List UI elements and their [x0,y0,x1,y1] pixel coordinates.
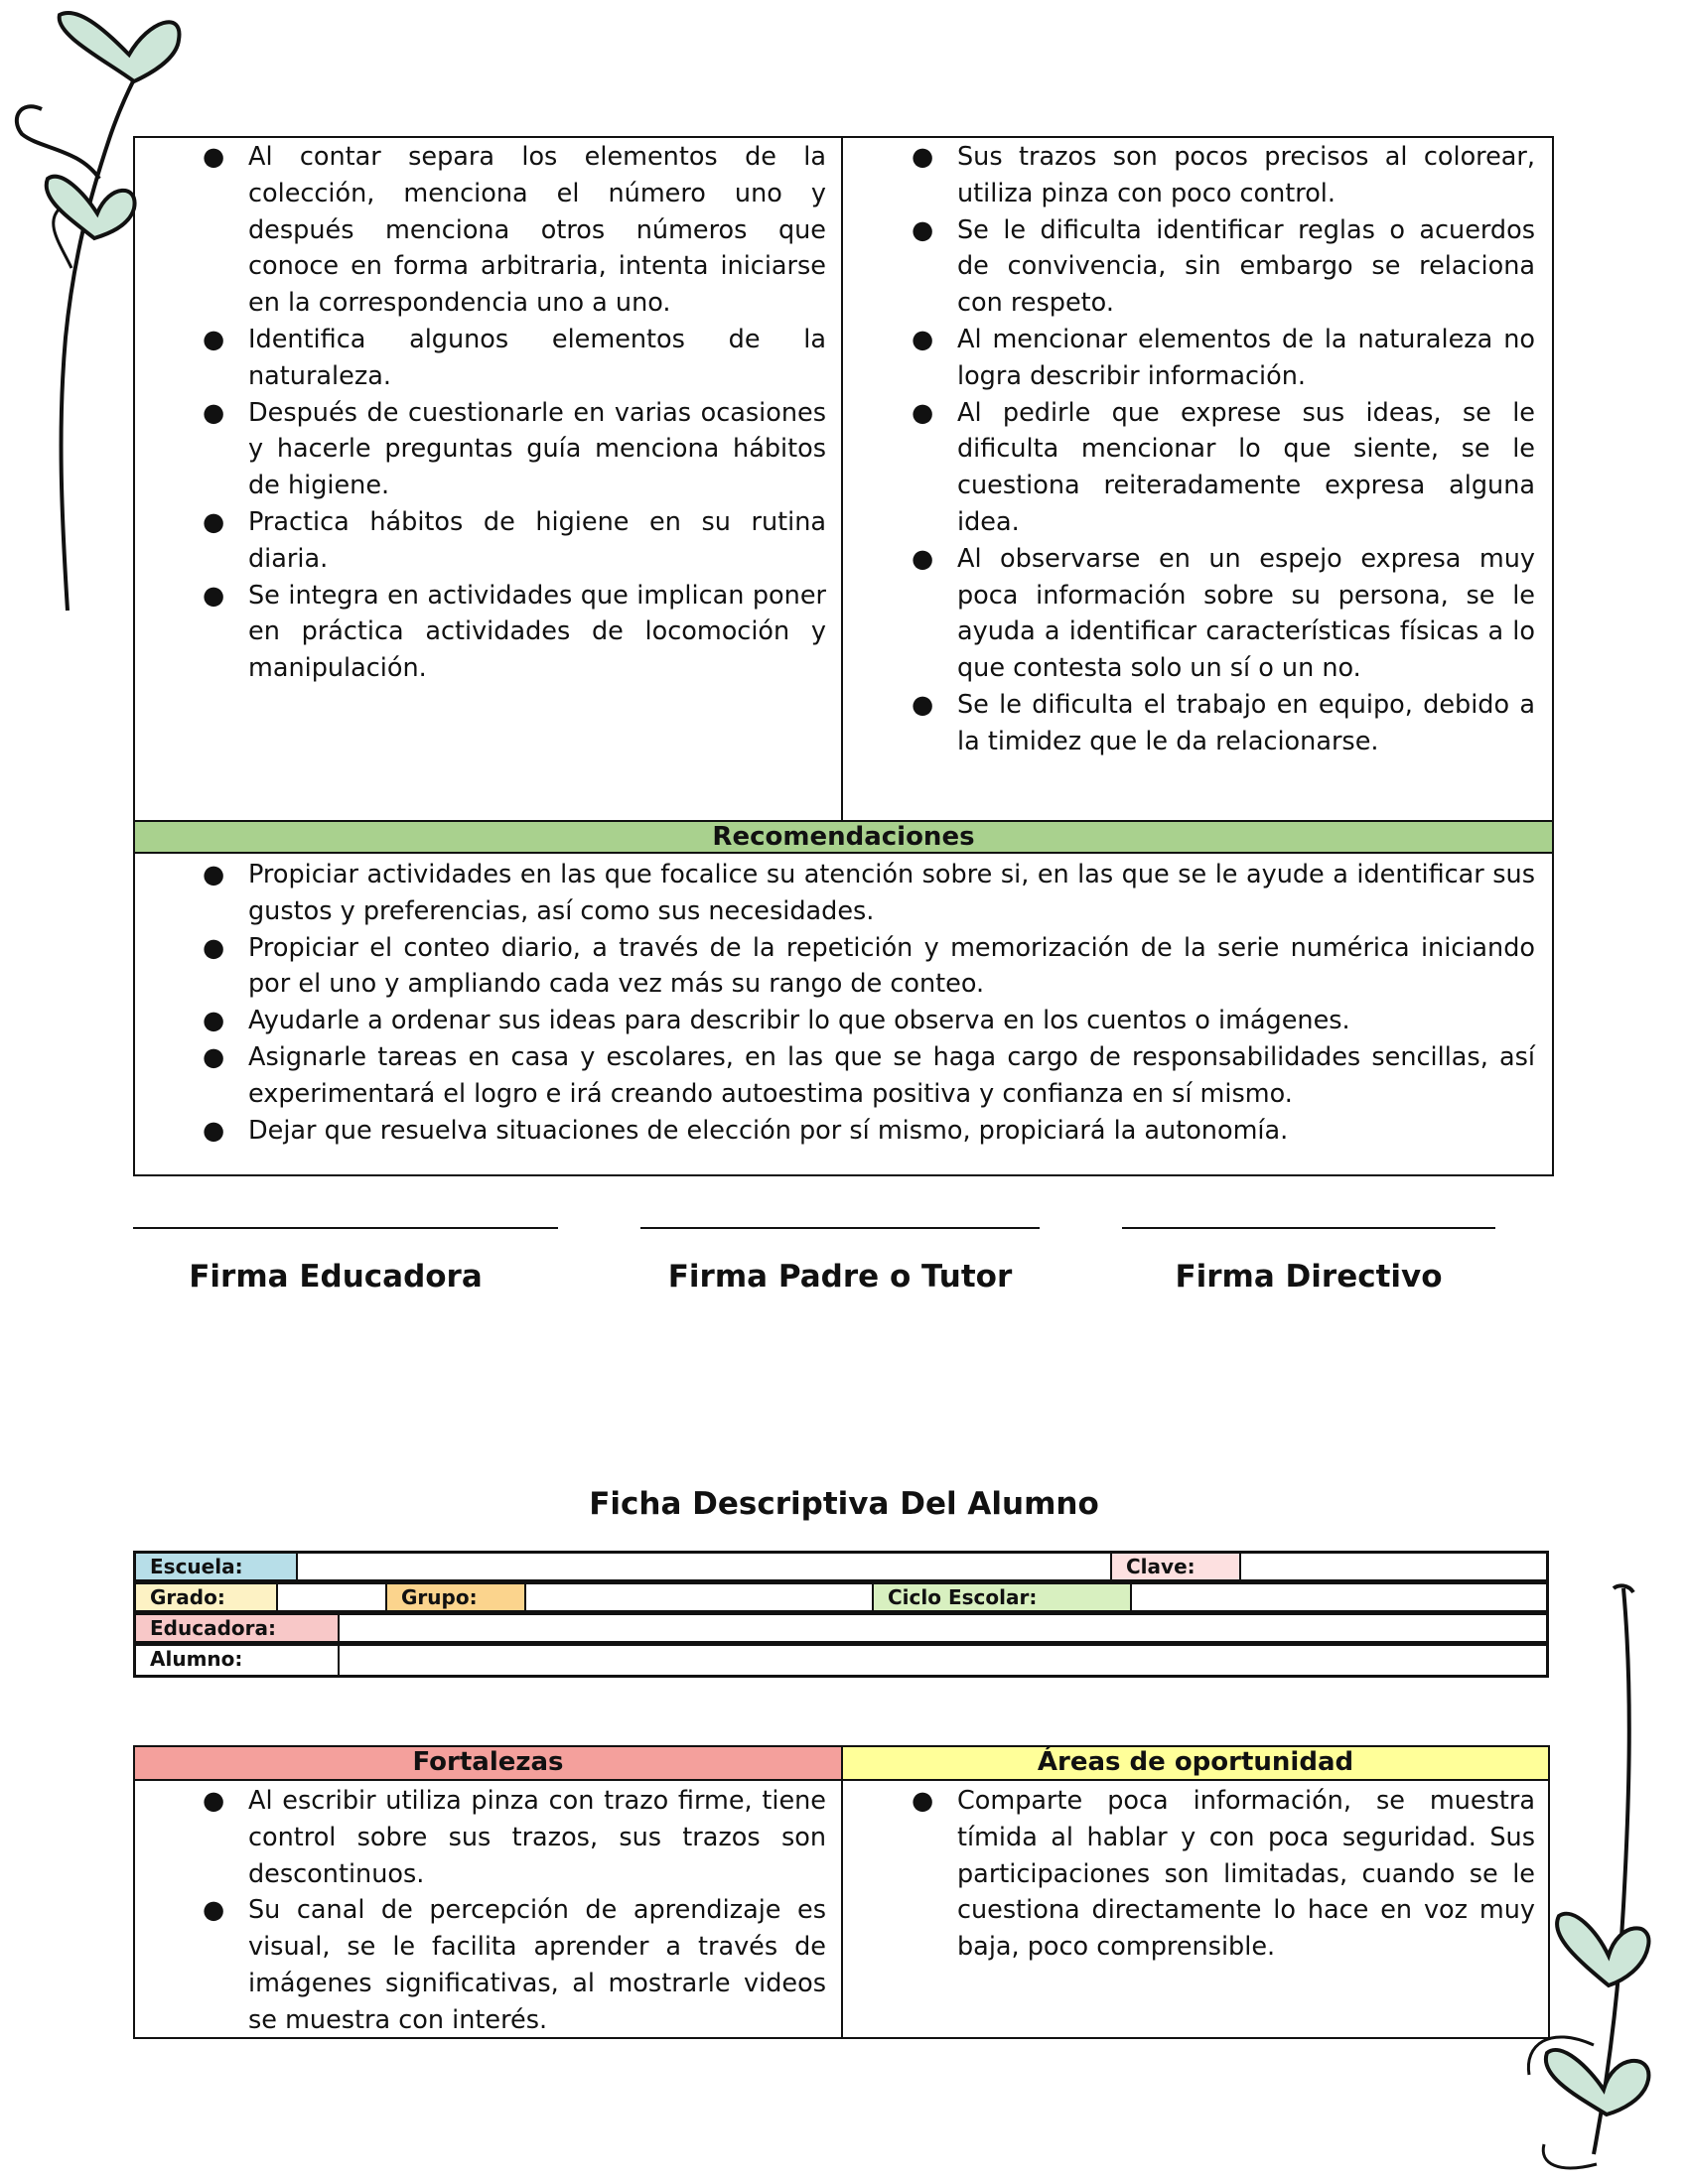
list-item [912,139,1535,212]
list-item-text: Su canal de percepción de aprendizaje es visual, se le facilita aprender a través de imágenes significativas, al mostrarle videos se muestra con interés. [248,1895,826,2035]
bullet-icon: ● [203,324,225,354]
grado-field[interactable] [278,1584,387,1610]
clave-label: Clave: [1112,1554,1241,1579]
escuela-field[interactable] [298,1554,1112,1579]
list-item [912,1783,1535,1966]
list-item-text: Dejar que resuelva situaciones de elección por sí mismo, propiciará la autonomía. [248,1115,1289,1146]
student-info-table [133,1551,1549,1682]
recommendations-list [203,857,1535,1149]
list-item-text: Identifica algunos elementos de la naturaleza. [248,324,826,391]
signature-line-padre [640,1227,1040,1229]
bullet-icon: ● [203,1115,225,1146]
bullet-icon: ● [912,214,934,245]
list-item [912,212,1535,322]
areas-oportunidad-list [912,1783,1535,1966]
signature-line-directivo [1122,1227,1495,1229]
grado-label: Grado: [136,1584,278,1610]
bullet-icon: ● [912,142,934,172]
list-item-text: Se integra en actividades que implican poner en práctica actividades de locomoción y manipulación. [248,580,826,684]
list-item-text: Al contar separa los elementos de la colección, menciona el número uno y después menciona otros números que conoce en forma arbitraria, intenta iniciarse en la correspondencia uno a uno. [248,142,826,319]
alumno-field[interactable] [340,1646,1546,1675]
grupo-label: Grupo: [387,1584,526,1610]
list-item [203,504,826,578]
list-item [912,395,1535,541]
info-row-grado [133,1581,1549,1613]
bullet-icon: ● [203,1006,225,1036]
list-item [203,857,1535,930]
educadora-label: Educadora: [136,1615,340,1641]
list-item [912,541,1535,687]
info-row-educadora [133,1612,1549,1644]
list-item-text: Se le dificulta el trabajo en equipo, debido a la timidez que le da relacionarse. [957,689,1535,756]
top-table-left-column [203,139,826,687]
bullet-icon: ● [912,689,934,720]
list-item-text: Practica hábitos de higiene en su rutina diaria. [248,506,826,574]
bullet-icon: ● [912,1786,934,1816]
list-item-text: Ayudarle a ordenar sus ideas para describir lo que observa en los cuentos o imágenes. [248,1006,1350,1036]
bullet-icon: ● [912,324,934,354]
list-item [203,395,826,504]
list-item-text: Sus trazos son pocos precisos al colorear, utiliza pinza con poco control. [957,142,1535,208]
bullet-icon: ● [203,1786,225,1816]
strengths-table-divider [841,1745,843,2039]
list-item [203,930,1535,1004]
list-item-text: Al mencionar elementos de la naturaleza no logra describir información. [957,324,1535,391]
bullet-icon: ● [203,397,225,428]
list-item-text: Al observarse en un espejo expresa muy poca información sobre su persona, se le ayuda a identificar características físicas a lo que contesta solo un sí o un no. [957,543,1535,684]
recomendaciones-header: Recomendaciones [135,820,1552,854]
bullet-icon: ● [203,580,225,611]
signature-label-educadora: Firma Educadora [189,1259,483,1295]
clave-field[interactable] [1241,1554,1546,1579]
list-item-text: Propiciar actividades en las que focalice su atención sobre si, en las que se le ayude a identificar sus gustos y preferencias, así como sus necesidades. [248,860,1535,926]
list-item [203,1783,826,1892]
bullet-icon: ● [203,1895,225,1926]
bullet-icon: ● [203,860,225,889]
bullet-icon: ● [203,1041,225,1072]
list-item-text: Después de cuestionarle en varias ocasiones y hacerle preguntas guía menciona hábitos de higiene. [248,397,826,501]
escuela-label: Escuela: [136,1554,298,1579]
left-observation-list [203,139,826,687]
list-item [203,1113,1535,1150]
bullet-icon: ● [203,506,225,537]
list-item-text: Se le dificulta identificar reglas o acuerdos de convivencia, sin embargo se relaciona con respeto. [957,214,1535,319]
educadora-field[interactable] [340,1615,1546,1641]
list-item [203,139,826,322]
bullet-icon: ● [912,397,934,428]
signature-label-directivo: Firma Directivo [1175,1259,1443,1295]
bullet-icon: ● [203,932,225,963]
alumno-label: Alumno: [136,1646,340,1675]
list-item [203,1892,826,2038]
ciclo-label: Ciclo Escolar: [874,1584,1132,1610]
fortalezas-list [203,1783,826,2039]
right-observation-list [912,139,1535,760]
list-item [912,687,1535,760]
fortalezas-header: Fortalezas [135,1747,841,1781]
top-table-divider [841,136,843,821]
signature-label-padre: Firma Padre o Tutor [667,1259,1013,1295]
bullet-icon: ● [912,543,934,574]
list-item-text: Asignarle tareas en casa y escolares, en las que se haga cargo de responsabilidades sencillas, así experimentará el logro e irá creando autoestima positiva y confianza en sí mismo. [248,1041,1535,1109]
recommendations-section [203,857,1535,1149]
fortalezas-column [203,1783,826,2039]
info-row-escuela [133,1551,1549,1582]
list-item-text: Al pedirle que exprese sus ideas, se le dificulta mencionar lo que siente, se le cuestiona reiteradamente expresa alguna idea. [957,397,1535,537]
list-item-text: Al escribir utiliza pinza con trazo firme, tiene control sobre sus trazos, sus trazos son descontinuos. [248,1786,826,1889]
areas-oportunidad-header: Áreas de oportunidad [843,1747,1548,1781]
ciclo-field[interactable] [1132,1584,1546,1610]
signature-line-educadora [133,1227,558,1229]
list-item [203,322,826,395]
list-item-text: Comparte poca información, se muestra tímida al hablar y con poca seguridad. Sus participaciones son limitadas, cuando se le cuestiona directamente lo hace en voz muy baja, poco comprensible. [957,1786,1535,1963]
list-item [203,1039,1535,1113]
grupo-field[interactable] [526,1584,874,1610]
list-item [912,322,1535,395]
page-title: Ficha Descriptiva Del Alumno [589,1486,1099,1522]
areas-oportunidad-column [912,1783,1535,1966]
list-item [203,578,826,687]
top-table-right-column [912,139,1535,760]
bullet-icon: ● [203,142,225,172]
list-item-text: Propiciar el conteo diario, a través de la repetición y memorización de la serie numérica iniciando por el uno y ampliando cada vez más su rango de conteo. [248,932,1535,1000]
list-item [203,1003,1535,1039]
info-row-alumno [133,1643,1549,1678]
